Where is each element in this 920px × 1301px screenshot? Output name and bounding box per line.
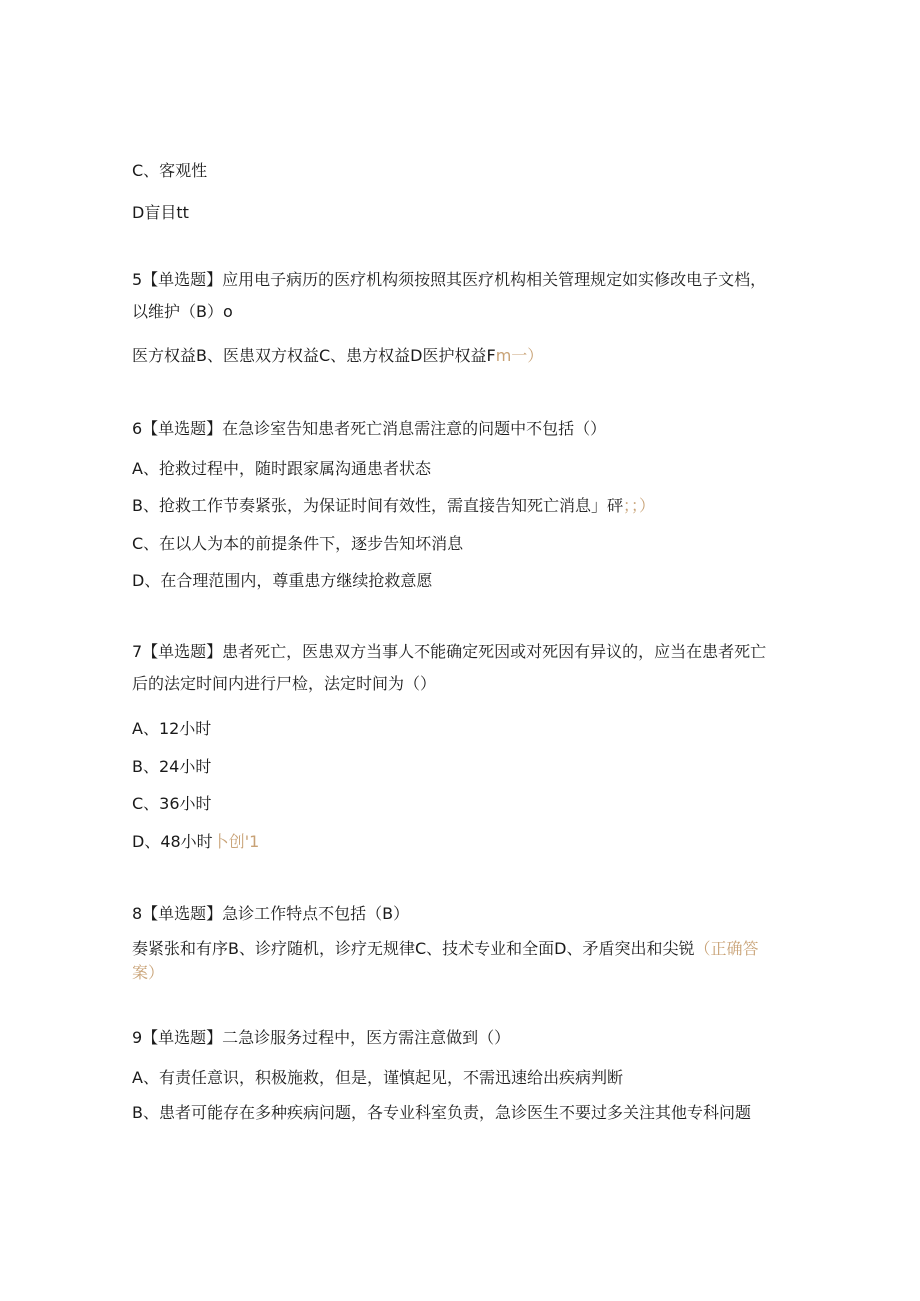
q4-option-c: C、客观性 bbox=[132, 161, 208, 180]
q7-question: 7【单选题】患者死亡，医患双方当事人不能确定死因或对死因有异议的，应当在患者死亡后的法定时间内进行尸检，法定时间为（） bbox=[132, 642, 767, 693]
q6-option-c: C、在以人为本的前提条件下，逐步告知坏消息 bbox=[132, 534, 464, 553]
q6-option-b bbox=[132, 495, 655, 517]
q8-answer-mark: （正确答案） bbox=[132, 939, 759, 982]
q7-option-d-text: D、48小时 bbox=[132, 832, 213, 851]
q7-option-c: C、36小时 bbox=[132, 794, 212, 813]
q8-question: 8【单选题】急诊工作特点不包括（B） bbox=[132, 904, 410, 923]
q5-question: 5【单选题】应用电子病历的医疗机构须按照其医疗机构相关管理规定如实修改电子文档，以维护（B）o bbox=[132, 270, 767, 321]
q6-option-d: D、在合理范围内，尊重患方继续抢救意愿 bbox=[132, 571, 433, 590]
q5-trailing-mark: m一） bbox=[495, 346, 544, 365]
q5-options bbox=[132, 345, 543, 367]
q7-option-d-mark: 卜创'1 bbox=[212, 832, 260, 851]
q7-option-b: B、24小时 bbox=[132, 757, 212, 776]
q8-options-text: 奏紧张和有序B、诊疗随机，诊疗无规律C、技术专业和全面D、矛盾突出和尖锐 bbox=[132, 939, 695, 958]
q6-question: 6【单选题】在急诊室告知患者死亡消息需注意的问题中不包括（） bbox=[132, 419, 607, 438]
q6-option-b-text: B、抢救工作节奏紧张，为保证时间有效性，需直接告知死亡消息」砰 bbox=[132, 496, 623, 515]
q7-option-a: A、12小时 bbox=[132, 719, 212, 738]
q6-option-b-mark: ；；） bbox=[622, 496, 655, 515]
q6-option-a: A、抢救过程中，随时跟家属沟通患者状态 bbox=[132, 459, 431, 478]
q8-options bbox=[132, 937, 782, 985]
q9-option-a: A、有责任意识，积极施救，但是，谨慎起见，不需迅速给出疾病判断 bbox=[132, 1068, 623, 1087]
q9-question: 9【单选题】二急诊服务过程中，医方需注意做到（） bbox=[132, 1028, 511, 1047]
q9-option-b: B、患者可能存在多种疾病问题，各专业科室负责，急诊医生不要过多关注其他专科问题 bbox=[132, 1103, 751, 1122]
q5-options-text: 医方权益B、医患双方权益C、患方权益D医护权益F bbox=[132, 346, 496, 365]
q7-option-d bbox=[132, 831, 259, 853]
q4-option-d: D盲目tt bbox=[132, 203, 189, 222]
